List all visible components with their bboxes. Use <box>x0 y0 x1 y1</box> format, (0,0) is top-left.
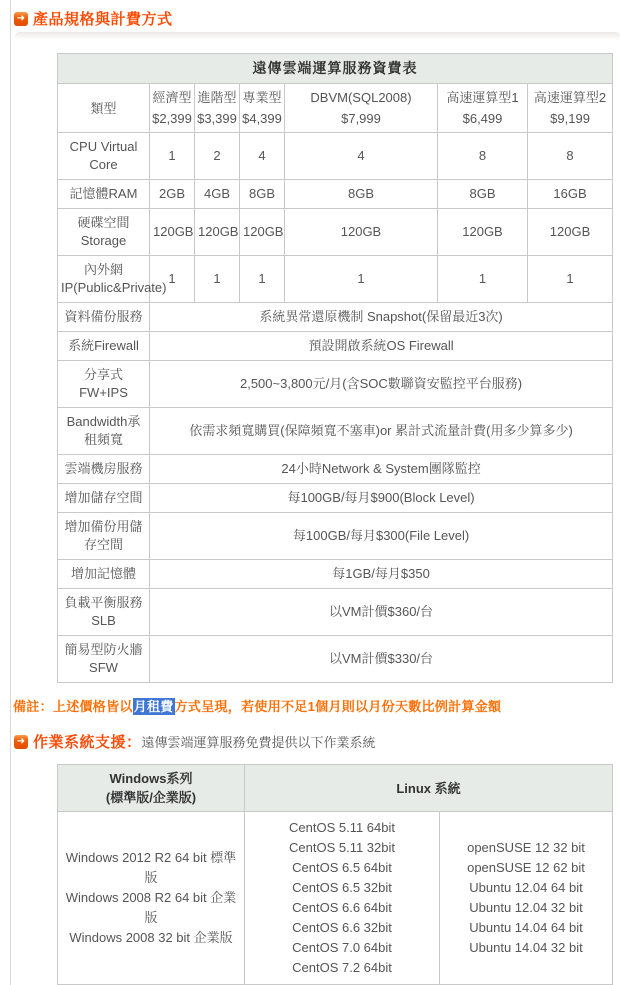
cell-value: 4 <box>240 133 285 180</box>
cell-value: 1 <box>528 256 613 303</box>
plan-header <box>528 84 613 133</box>
table-row <box>58 303 613 332</box>
windows-header-line2: (標準版/企業版) <box>105 790 197 805</box>
row-label: 增加備份用儲存空間 <box>58 513 150 560</box>
windows-column-header <box>58 765 245 812</box>
section-os-support-header <box>14 731 620 752</box>
row-label: 增加記憶體 <box>58 560 150 589</box>
list-item: CentOS 6.5 64bit <box>292 860 392 875</box>
table-row <box>58 513 613 560</box>
row-value: 預設開啟系統OS Firewall <box>150 332 613 361</box>
row-label: 雲端機房服務 <box>58 455 150 484</box>
plan-price: $6,499 <box>462 111 503 126</box>
row-value: 每100GB/每月$900(Block Level) <box>150 484 613 513</box>
table-row <box>58 256 613 303</box>
row-value: 每1GB/每月$350 <box>150 560 613 589</box>
windows-header-line1: Windows系列 <box>109 771 193 786</box>
row-value: 以VM計價$330/台 <box>150 636 613 683</box>
plan-header <box>195 84 240 133</box>
row-label: 資料備份服務 <box>58 303 150 332</box>
cell-value: 2 <box>195 133 240 180</box>
cell-value: 8GB <box>438 180 528 209</box>
row-value: 每100GB/每月$300(File Level) <box>150 513 613 560</box>
plan-header <box>150 84 195 133</box>
table-row <box>58 636 613 683</box>
cell-value: 1 <box>438 256 528 303</box>
cell-value: 120GB <box>240 209 285 256</box>
cell-value: 1 <box>285 256 438 303</box>
table-row <box>58 361 613 408</box>
list-item: Windows 2012 R2 64 bit 標準版 <box>65 850 237 885</box>
plan-name: DBVM(SQL2008) <box>310 90 412 105</box>
windows-os-list <box>58 812 245 985</box>
plan-price: $4,399 <box>242 111 282 126</box>
plan-price: $3,399 <box>197 111 237 126</box>
plan-price: $2,399 <box>152 111 192 126</box>
list-item: Ubuntu 12.04 32 bit <box>469 900 583 915</box>
centos-list <box>245 812 440 985</box>
list-item: CentOS 5.11 32bit <box>289 840 395 855</box>
arrow-right-icon: ➜ <box>14 735 28 749</box>
corner-label: 類型 <box>58 84 150 133</box>
plan-header <box>438 84 528 133</box>
cell-value: 120GB <box>528 209 613 256</box>
row-value: 2,500~3,800元/月(含SOC數聯資安監控平台服務) <box>150 361 613 408</box>
table-row <box>58 484 613 513</box>
list-item: Ubuntu 14.04 32 bit <box>469 940 583 955</box>
table-row <box>58 560 613 589</box>
row-value: 24小時Network & System團隊監控 <box>150 455 613 484</box>
plan-name: 進階型 <box>197 90 237 105</box>
row-label: 內外網IP(Public&Private) <box>58 256 150 303</box>
pricing-note <box>13 698 620 716</box>
plan-name: 高速運算型1 <box>446 90 519 105</box>
list-item: CentOS 6.6 32bit <box>292 920 392 935</box>
row-label: 增加儲存空間 <box>58 484 150 513</box>
cell-value: 1 <box>240 256 285 303</box>
cell-value: 8 <box>528 133 613 180</box>
cell-value: 8GB <box>285 180 438 209</box>
list-item: CentOS 7.2 64bit <box>292 960 392 975</box>
note-suffix: 方式呈現，若使用不足1個月則以月份天數比例計算金額 <box>174 699 502 714</box>
row-value: 以VM計價$360/台 <box>150 589 613 636</box>
note-highlight: 月租費 <box>133 699 174 714</box>
table-row <box>58 332 613 361</box>
list-item: CentOS 7.0 64bit <box>292 940 392 955</box>
pricing-table-caption: 遠傳雲端運算服務資費表 <box>58 54 613 84</box>
row-label: 硬碟空間Storage <box>58 209 150 256</box>
table-row <box>58 455 613 484</box>
plan-price: $7,999 <box>341 111 381 126</box>
cell-value: 4GB <box>195 180 240 209</box>
cell-value: 120GB <box>195 209 240 256</box>
table-row <box>58 209 613 256</box>
row-label: 分享式FW+IPS <box>58 361 150 408</box>
cell-value: 1 <box>150 256 195 303</box>
pricing-table-plan-header-row <box>58 84 613 133</box>
plan-name: 經濟型 <box>152 90 192 105</box>
section-product-spec-title: 產品規格與計費方式 <box>33 11 173 28</box>
table-row <box>58 408 613 455</box>
section-os-support-subtitle: 遠傳雲端運算服務免費提供以下作業系統 <box>141 735 376 750</box>
cell-value: 4 <box>285 133 438 180</box>
os-table-body-row <box>58 812 613 985</box>
list-item: Ubuntu 14.04 64 bit <box>469 920 583 935</box>
table-row <box>58 589 613 636</box>
os-support-table <box>57 764 613 985</box>
list-item: openSUSE 12 62 bit <box>467 860 585 875</box>
page-container <box>10 0 620 985</box>
section-os-support-title: 作業系統支援： <box>33 734 142 751</box>
opensuse-ubuntu-list <box>440 812 613 985</box>
plan-price: $9,199 <box>550 111 590 126</box>
note-prefix: 備註：上述價格皆以 <box>13 699 133 714</box>
row-label: 負載平衡服務 SLB <box>58 589 150 636</box>
list-item: CentOS 6.5 32bit <box>292 880 392 895</box>
section-product-spec-header <box>14 8 620 29</box>
cell-value: 8 <box>438 133 528 180</box>
table-row <box>58 133 613 180</box>
cell-value: 8GB <box>240 180 285 209</box>
list-item: Windows 2008 32 bit 企業版 <box>69 930 233 945</box>
plan-name: 高速運算型2 <box>533 90 607 105</box>
table-row <box>58 180 613 209</box>
cell-value: 120GB <box>150 209 195 256</box>
os-table-header-row <box>58 765 613 812</box>
list-item: CentOS 5.11 64bit <box>289 820 395 835</box>
row-label: 簡易型防火牆 SFW <box>58 636 150 683</box>
cell-value: 1 <box>150 133 195 180</box>
row-value: 依需求頻寬購買(保障頻寬不塞車)or 累計式流量計費(用多少算多少) <box>150 408 613 455</box>
linux-column-header: Linux 系統 <box>245 765 613 812</box>
list-item: CentOS 6.6 64bit <box>292 900 392 915</box>
row-label: 系統Firewall <box>58 332 150 361</box>
pricing-table-caption-row <box>58 54 613 84</box>
list-item: Ubuntu 12.04 64 bit <box>469 880 583 895</box>
row-label: CPU Virtual Core <box>58 133 150 180</box>
plan-name: 專業型 <box>242 90 282 105</box>
cell-value: 16GB <box>528 180 613 209</box>
list-item: Windows 2008 R2 64 bit 企業版 <box>65 890 237 925</box>
plan-header <box>285 84 438 133</box>
pricing-table <box>57 53 613 683</box>
cell-value: 2GB <box>150 180 195 209</box>
cell-value: 120GB <box>285 209 438 256</box>
row-label: 記憶體RAM <box>58 180 150 209</box>
header-shade-divider <box>15 32 620 41</box>
row-label: Bandwidth承租頻寬 <box>58 408 150 455</box>
list-item: openSUSE 12 32 bit <box>467 840 585 855</box>
plan-header <box>240 84 285 133</box>
cell-value: 120GB <box>438 209 528 256</box>
arrow-right-icon: ➜ <box>14 12 28 26</box>
row-value: 系統異常還原機制 Snapshot(保留最近3次) <box>150 303 613 332</box>
cell-value: 1 <box>195 256 240 303</box>
